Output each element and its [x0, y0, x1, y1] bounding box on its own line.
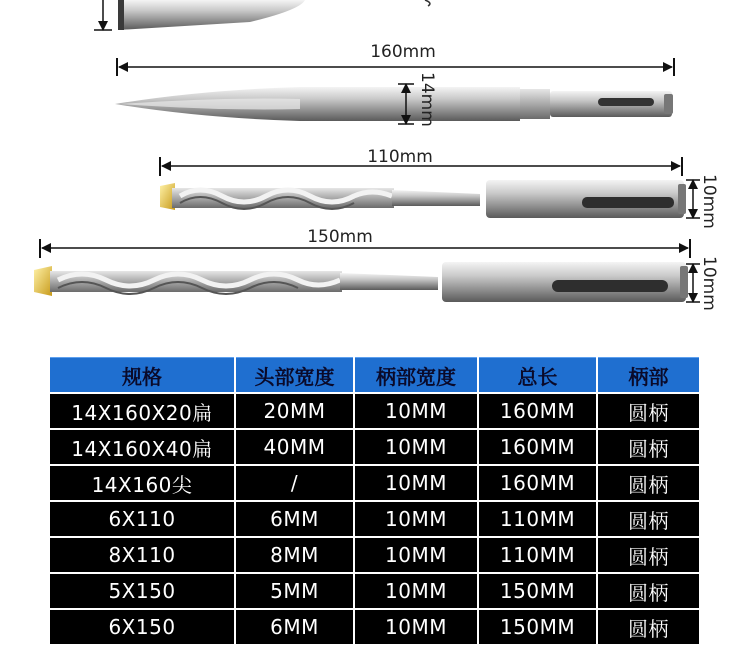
table-cell: 圆柄 [598, 610, 699, 644]
table-cell: 110MM [479, 502, 596, 536]
table-cell: 6MM [236, 502, 353, 536]
spec-table [48, 355, 701, 646]
bit2-length-label: 150mm [307, 227, 373, 247]
header-shank-width: 柄部宽度 [355, 357, 477, 392]
drill-bit-110 [160, 174, 719, 229]
table-cell: 10MM [355, 466, 477, 500]
table-cell: 14X160X40扁 [50, 430, 234, 464]
drill-bit-150 [34, 256, 719, 311]
table-cell: 8MM [236, 538, 353, 572]
table-cell: 10MM [355, 502, 477, 536]
table-row [50, 574, 699, 608]
table-cell: 6X150 [50, 610, 234, 644]
table-header-row [50, 357, 699, 392]
table-cell: 圆柄 [598, 574, 699, 608]
table-cell: 5MM [236, 574, 353, 608]
table-cell: 圆柄 [598, 430, 699, 464]
chisel-length-dimension [117, 42, 674, 76]
table-cell: 14X160尖 [50, 466, 234, 500]
header-head-width: 头部宽度 [236, 357, 353, 392]
table-cell: 5X150 [50, 574, 234, 608]
bit2-length-dimension [40, 227, 690, 258]
table-row [50, 466, 699, 500]
chisel-length-label: 160mm [370, 42, 436, 62]
table-cell: 圆柄 [598, 538, 699, 572]
table-cell: 150MM [479, 610, 596, 644]
table-cell: 圆柄 [598, 466, 699, 500]
table-cell: 160MM [479, 394, 596, 428]
table-row [50, 430, 699, 464]
table-cell: 圆柄 [598, 502, 699, 536]
bit1-length-dimension [160, 147, 682, 176]
table-cell: / [236, 466, 353, 500]
table-cell: 14X160X20扁 [50, 394, 234, 428]
table-cell: 10MM [355, 610, 477, 644]
pointed-chisel [115, 72, 673, 127]
table-cell: 160MM [479, 466, 596, 500]
table-cell: 圆柄 [598, 394, 699, 428]
table-row [50, 610, 699, 644]
table-cell: 8X110 [50, 538, 234, 572]
bit2-shank-label: 10mm [699, 256, 719, 311]
table-cell: 150MM [479, 574, 596, 608]
table-cell: 10MM [355, 430, 477, 464]
flat-chisel-partial [94, 0, 430, 30]
table-cell: 10MM [355, 394, 477, 428]
table-cell: 160MM [479, 430, 596, 464]
table-row [50, 394, 699, 428]
chisel-shank-label: 14mm [417, 72, 437, 127]
header-spec: 规格 [50, 357, 234, 392]
bit1-length-label: 110mm [367, 147, 433, 167]
table-cell: 6MM [236, 610, 353, 644]
header-total-length: 总长 [479, 357, 596, 392]
table-cell: 40MM [236, 430, 353, 464]
table-row [50, 502, 699, 536]
table-cell: 10MM [355, 538, 477, 572]
table-cell: 10MM [355, 574, 477, 608]
table-row [50, 538, 699, 572]
header-shank-type: 柄部 [598, 357, 699, 392]
table-cell: 6X110 [50, 502, 234, 536]
table-cell: 20MM [236, 394, 353, 428]
table-cell: 110MM [479, 538, 596, 572]
bit1-shank-label: 10mm [699, 174, 719, 229]
